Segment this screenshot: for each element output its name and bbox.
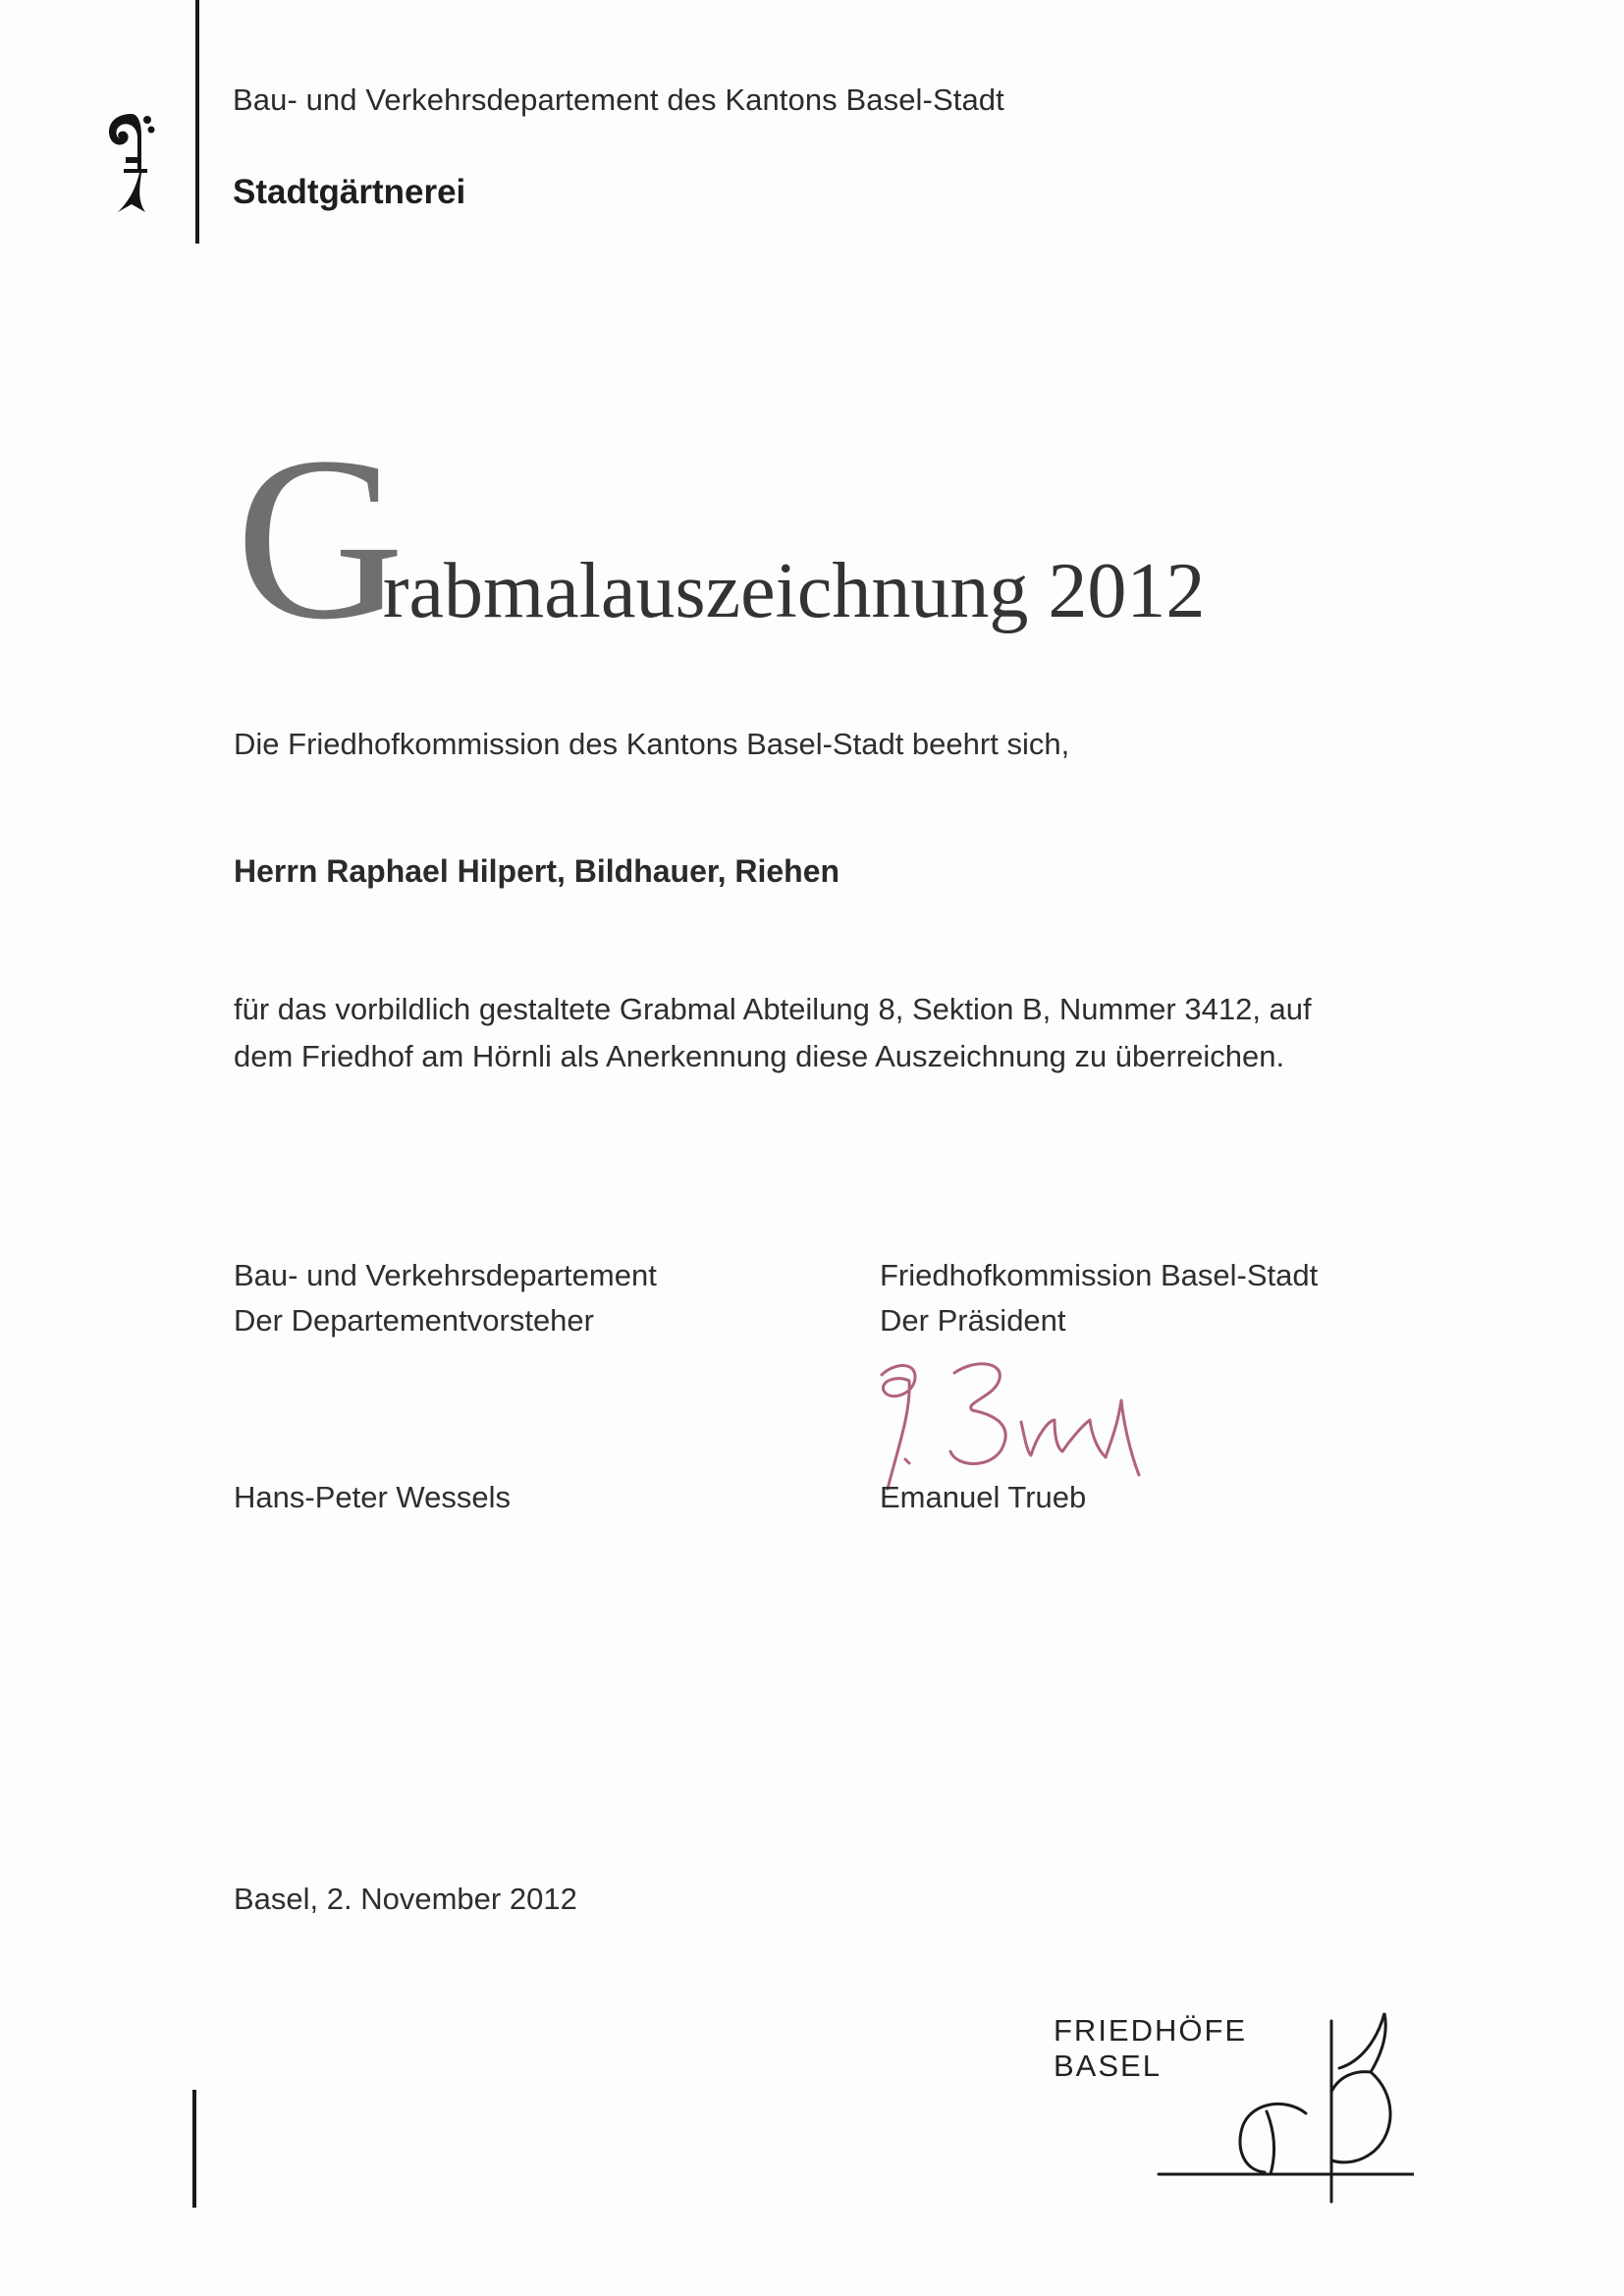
date-place: Basel, 2. November 2012 xyxy=(234,1882,577,1916)
award-line-1: für das vorbildlich gestaltete Grabmal Abteilung 8, Sektion B, Nummer 3412, auf xyxy=(234,992,1312,1026)
signatory-left-role: Der Departementvorsteher xyxy=(234,1303,594,1338)
friedhoefe-basel-logo-icon xyxy=(1149,2003,1414,2210)
signatory-right xyxy=(880,1253,1318,1343)
footer-divider-line xyxy=(192,2090,196,2208)
award-line-2: dem Friedhof am Hörnli als Anerkennung diese Auszeichnung zu überreichen. xyxy=(234,1039,1285,1073)
document-title xyxy=(236,410,1206,668)
signatory-right-org: Friedhofkommission Basel-Stadt xyxy=(880,1258,1319,1292)
title-initial: G xyxy=(236,410,405,668)
signatory-right-name: Emanuel Trueb xyxy=(880,1480,1087,1514)
award-paragraph xyxy=(234,986,1451,1080)
department-name: Bau- und Verkehrsdepartement des Kantons Basel-Stadt xyxy=(233,82,1004,117)
intro-paragraph: Die Friedhofkommission des Kantons Basel-Stadt beehrt sich, xyxy=(234,727,1070,761)
signatory-right-role: Der Präsident xyxy=(880,1303,1066,1338)
basel-crosier-icon xyxy=(102,110,161,218)
signatory-left-name: Hans-Peter Wessels xyxy=(234,1480,511,1514)
unit-name: Stadtgärtnerei xyxy=(233,173,466,211)
signatory-left-org: Bau- und Verkehrsdepartement xyxy=(234,1258,657,1292)
signatory-left xyxy=(234,1253,657,1343)
title-rest: rabmalauszeichnung 2012 xyxy=(382,548,1206,634)
footer-logo-line-2: BASEL xyxy=(1054,2049,1162,2083)
recipient-name: Herrn Raphael Hilpert, Bildhauer, Riehen xyxy=(234,853,840,889)
footer-logo-line-1: FRIEDHÖFE xyxy=(1054,2013,1248,2048)
header-divider-line xyxy=(195,0,199,244)
